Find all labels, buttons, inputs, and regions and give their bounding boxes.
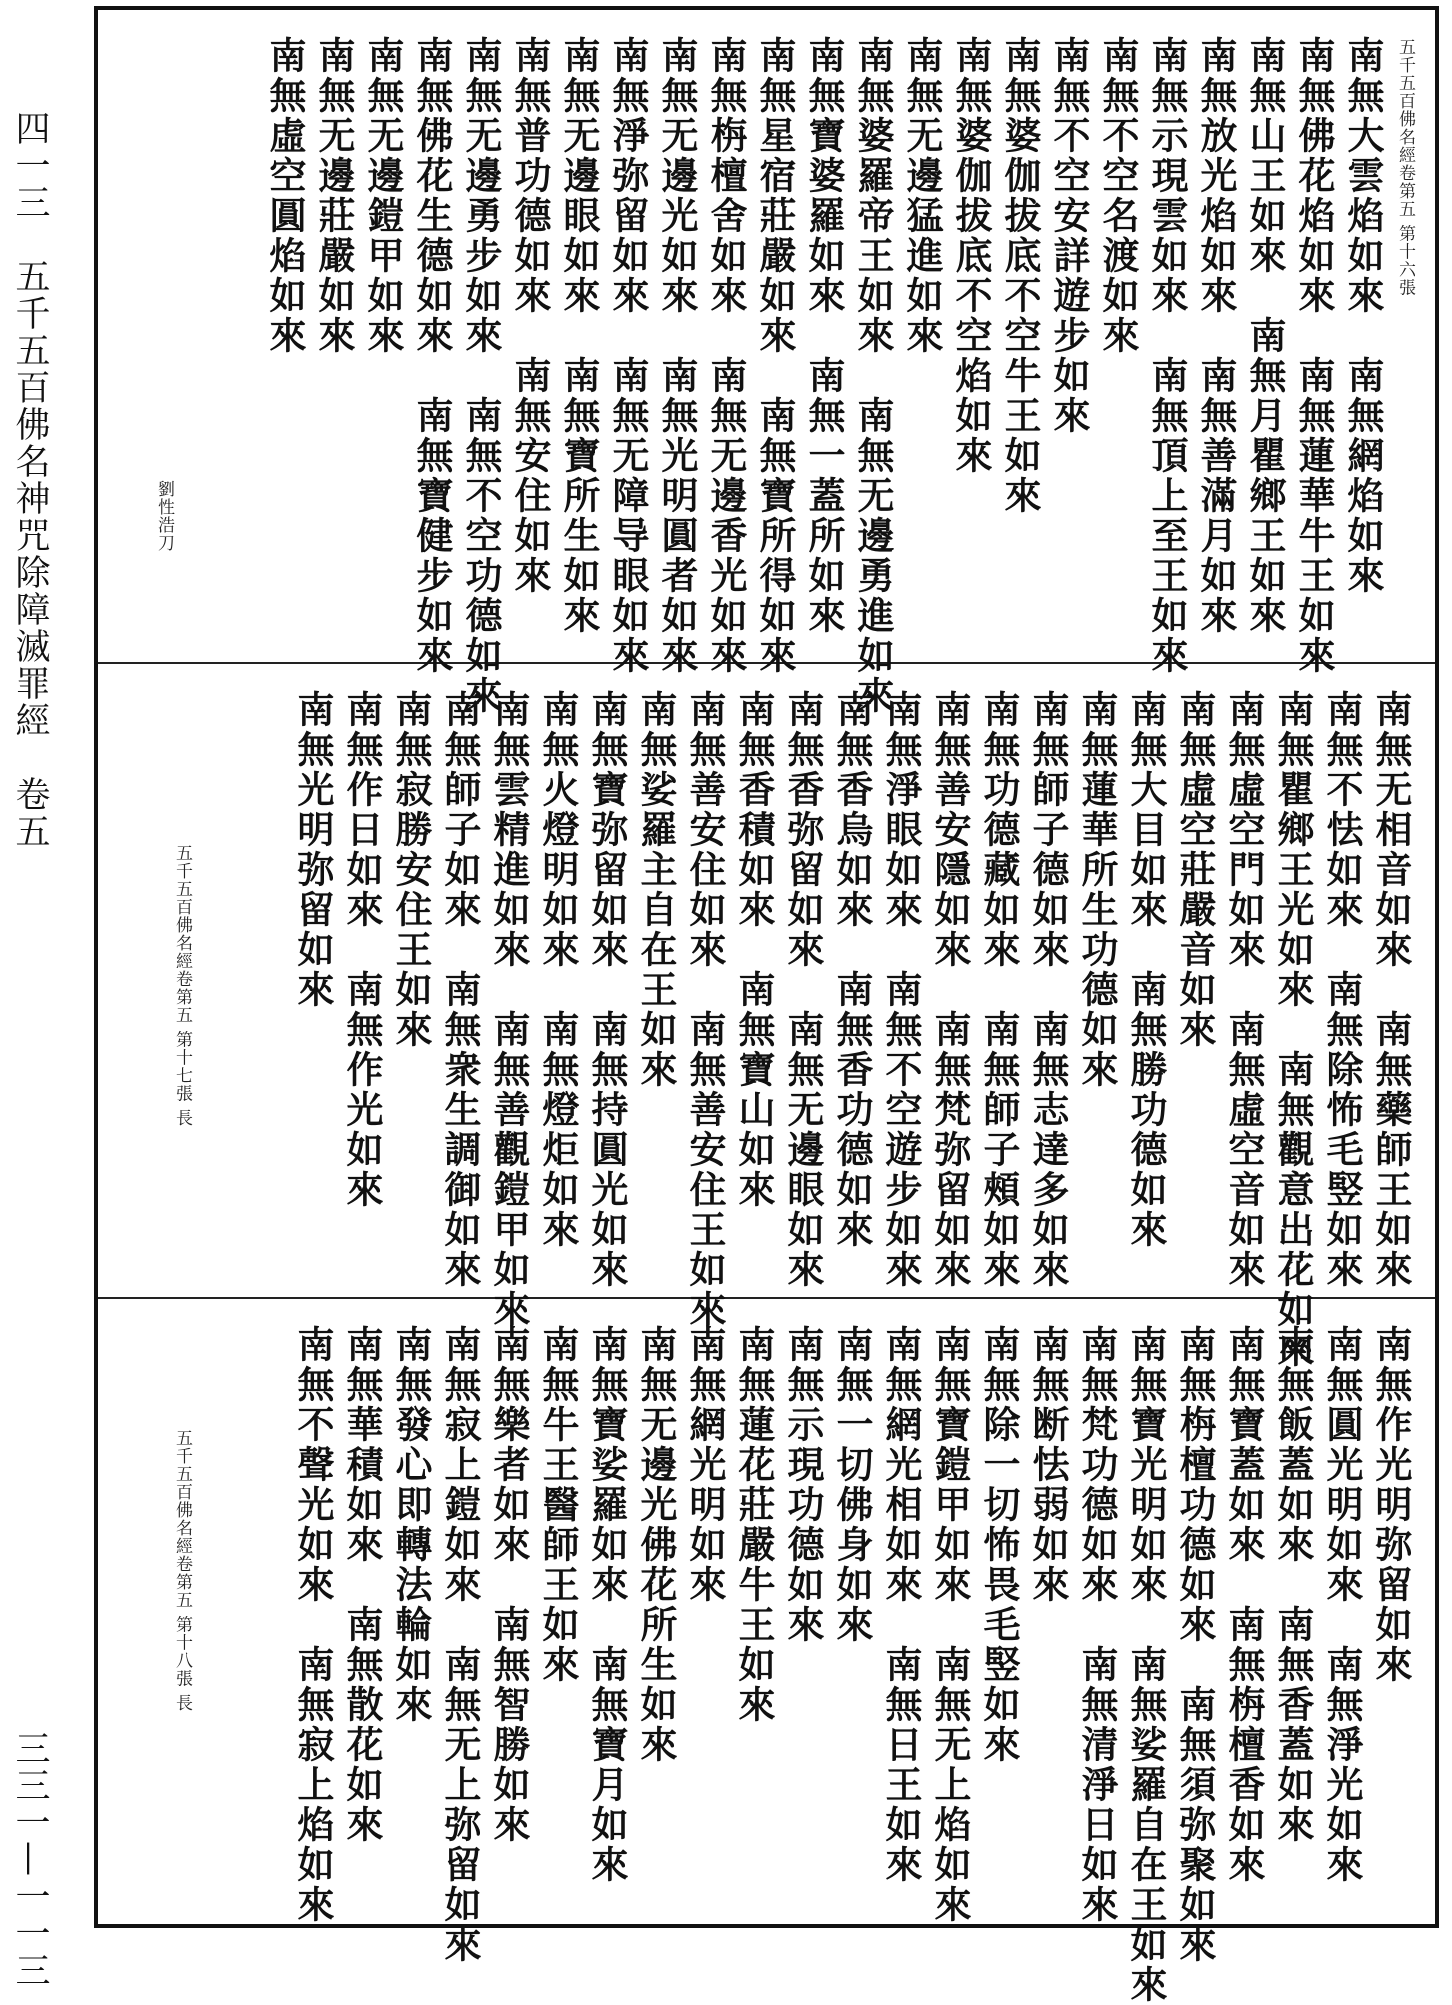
- text-column: 南無示現雲如來 南無頂上至王如來: [1145, 36, 1189, 676]
- text-column: 南無師子德如來 南無志達多如來: [1026, 690, 1070, 1290]
- text-column: 南無淨眼如來 南無不空遊步如來: [879, 690, 923, 1290]
- text-column: 南無師子如來 南無衆生調御如來: [438, 690, 482, 1290]
- panel-2-footer-note: 五千五百佛名經卷第五 第十七張 長: [172, 844, 192, 1127]
- text-column: 南無雲精進如來 南無善觀鎧甲如來: [487, 690, 531, 1330]
- left-margin: [8, 110, 52, 1989]
- text-column: 南無示現功德如來: [781, 1325, 825, 1645]
- text-column: 南無普功德如來 南無安住如來: [508, 36, 552, 596]
- text-column: 南無寶婆羅如來 南無一蓋所如來: [802, 36, 846, 636]
- text-column: 南無无相音如來 南無藥師王如來: [1369, 690, 1413, 1290]
- margin-title: 四一三 五千五百佛名神咒除障滅罪經 卷五: [10, 110, 50, 850]
- text-column: 南無寶光明如來 南無娑羅自在王如來: [1124, 1325, 1168, 2005]
- panel-3-footer-note: 五千五百佛名經卷第五 第十八張 長: [172, 1429, 192, 1712]
- text-column: 南無婆伽拔底不空焰如來: [949, 36, 993, 476]
- text-column: 南無栴檀舍如來 南無无邊香光如來: [704, 36, 748, 676]
- text-column: 南無牛王醫師王如來: [536, 1325, 580, 1685]
- panel-1-header-note: 五千五百佛名經卷第五 第十六張: [1395, 38, 1415, 297]
- text-column: 南無不怯如來 南無除怖毛竪如來: [1320, 690, 1364, 1290]
- margin-page-number: 三三一—一一三: [10, 1730, 50, 1989]
- text-column: 南無圓光明如來 南無淨光如來: [1320, 1325, 1364, 1885]
- text-column: 南無虛空莊嚴音如來: [1173, 690, 1217, 1050]
- text-column: 南無虛空圓焰如來: [263, 36, 307, 356]
- text-column: 南無飯蓋如來 南無香蓋如來: [1271, 1325, 1315, 1845]
- text-column: 南無網光明如來: [683, 1325, 727, 1605]
- text-column: 南無寂上鎧如來 南無无上弥留如來: [438, 1325, 482, 1965]
- text-column: 南無放光焰如來 南無善滿月如來: [1194, 36, 1238, 636]
- text-column: 南無發心即轉法輪如來: [389, 1325, 433, 1725]
- panel-2-columns: [158, 690, 1415, 1370]
- text-column: 南無善安隱如來 南無梵弥留如來: [928, 690, 972, 1290]
- text-column: 南無火燈明如來 南無燈炬如來: [536, 690, 580, 1250]
- text-column: 南無佛花焰如來 南無蓮華牛王如來: [1292, 36, 1336, 676]
- text-column: 南無无邊光佛花所生如來: [634, 1325, 678, 1765]
- text-column: 南無作光明弥留如來: [1369, 1325, 1413, 1685]
- text-column: 南無不空名渡如來: [1096, 36, 1140, 356]
- text-column: 南無香弥留如來 南無无邊眼如來: [781, 690, 825, 1290]
- text-column: 南無功德藏如來 南無師子頰如來: [977, 690, 1021, 1290]
- text-column: 南無寶鎧甲如來 南無无上焰如來: [928, 1325, 972, 1925]
- text-column: 南無婆伽拔底不空牛王如來: [998, 36, 1042, 516]
- text-column: 南無无邊猛進如來: [900, 36, 944, 356]
- text-column: 南無一切佛身如來: [830, 1325, 874, 1645]
- text-column: 南無娑羅主自在王如來: [634, 690, 678, 1090]
- text-column: 南無无邊莊嚴如來: [312, 36, 356, 356]
- text-column: 南無寶娑羅如來 南無寶月如來: [585, 1325, 629, 1885]
- text-column: 南無断怯弱如來: [1026, 1325, 1070, 1605]
- text-column: 南無无邊眼如來 南無寶所生如來: [557, 36, 601, 636]
- text-column: 南無樂者如來 南無智勝如來: [487, 1325, 531, 1845]
- text-column: 南無香烏如來 南無香功德如來: [830, 690, 874, 1250]
- text-column: 南無除一切怖畏毛竪如來: [977, 1325, 1021, 1765]
- text-column: 南無无邊鎧甲如來: [361, 36, 405, 356]
- text-column: 南無光明弥留如來: [291, 690, 335, 1010]
- panel-1: [98, 10, 1435, 716]
- text-column: 南無寶弥留如來 南無持圓光如來: [585, 690, 629, 1290]
- page-frame: [94, 6, 1439, 2005]
- text-column: 南無无邊光如來 南無光明圓者如來: [655, 36, 699, 676]
- text-column: 南無蓮華所生功德如來: [1075, 690, 1119, 1090]
- text-column: 南無栴檀功德如來 南無須弥聚如來: [1173, 1325, 1217, 1965]
- text-column: 南無寂勝安住王如來: [389, 690, 433, 1050]
- text-column: 南無不聲光如來 南無寂上焰如來: [291, 1325, 335, 1925]
- text-column: 南無不空安詳遊步如來: [1047, 36, 1091, 436]
- text-column: 南無作日如來 南無作光如來: [340, 690, 384, 1210]
- text-column: 南無善安住如來 南無善安住王如來: [683, 690, 727, 1330]
- panel-3-columns: [158, 1325, 1415, 2005]
- text-column: 南無大雲焰如來 南無網焰如來: [1341, 36, 1385, 596]
- panel-3: [98, 1299, 1435, 2005]
- text-column: 南無婆羅帝王如來 南無无邊勇進如來: [851, 36, 895, 716]
- text-column: 南無梵功德如來 南無清淨日如來: [1075, 1325, 1119, 1925]
- text-column: 南無華積如來 南無散花如來: [340, 1325, 384, 1845]
- panel-2: [98, 664, 1435, 1370]
- text-column: 南無淨弥留如來 南無无障导眼如來: [606, 36, 650, 676]
- text-column: 南無山王如來 南無月瞿鄉王如來: [1243, 36, 1287, 636]
- text-column: 南無寶蓋如來 南無栴檀香如來: [1222, 1325, 1266, 1885]
- carver-signature: 劉性浩刀: [154, 480, 174, 552]
- text-column: 南無網光相如來 南無日王如來: [879, 1325, 923, 1885]
- text-column: 南無瞿鄉王光如來 南無觀意出花如來: [1271, 690, 1315, 1370]
- text-column: 南無蓮花莊嚴牛王如來: [732, 1325, 776, 1725]
- text-column: 南無香積如來 南無寶山如來: [732, 690, 776, 1210]
- text-column: 南無大目如來 南無勝功德如來: [1124, 690, 1168, 1250]
- text-column: 南無星宿莊嚴如來 南無寶所得如來: [753, 36, 797, 676]
- text-column: 南無佛花生德如來 南無寶健步如來: [410, 36, 454, 676]
- text-column: 南無虛空門如來 南無虛空音如來: [1222, 690, 1266, 1290]
- panel-1-columns: [108, 36, 1387, 716]
- text-column: 南無无邊勇步如來 南無不空功德如來: [459, 36, 503, 716]
